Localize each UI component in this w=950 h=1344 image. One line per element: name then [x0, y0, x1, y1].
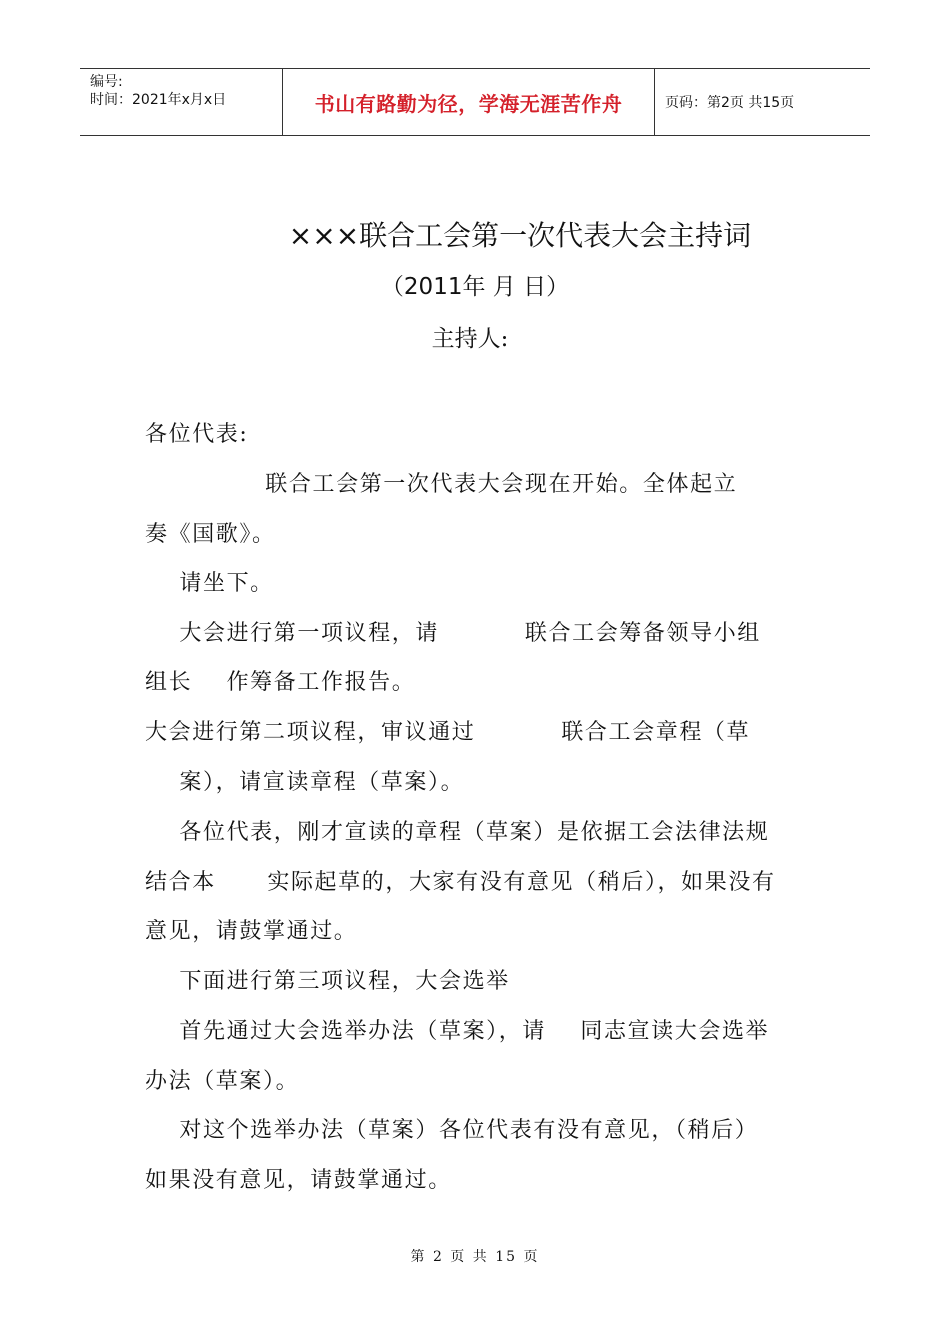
page-footer: 第 2 页 共 15 页: [410, 1249, 540, 1265]
paragraph-line: 对这个选举办法（草案）各位代表有没有意见，（稍后）: [145, 1118, 759, 1143]
document-date: （2011年 月 日）: [380, 274, 570, 300]
paragraph-line: 请坐下。: [145, 571, 274, 596]
paragraph-line: 如果没有意见，请鼓掌通过。: [145, 1168, 452, 1193]
number-label: 编号:: [90, 74, 123, 90]
paragraph-line: 各位代表:: [145, 422, 249, 447]
paragraph-line: 结合本 实际起草的，大家有没有意见（稍后），如果没有: [145, 870, 776, 895]
paragraph-line: 大会进行第一项议程，请 联合工会筹备领导小组: [145, 621, 761, 646]
paragraph-line: 奏《国歌》。: [145, 522, 276, 547]
paragraph-line: 首先通过大会选举办法（草案），请 同志宣读大会选举: [145, 1019, 770, 1044]
paragraph-line: 办法（草案）。: [145, 1069, 300, 1094]
document-title: ×××联合工会第一次代表大会主持词: [288, 219, 752, 252]
paragraph-line: 联合工会第一次代表大会现在开始。全体起立: [145, 472, 738, 497]
page-info: 页码：第2页 共15页: [665, 95, 795, 111]
host-label: 主持人:: [431, 326, 509, 352]
paragraph-line: 案），请宣读章程（草案）。: [145, 770, 465, 795]
time-label: 时间：2021年x月x日: [90, 92, 227, 108]
document-header: [80, 68, 870, 136]
paragraph-line: 下面进行第三项议程，大会选举: [145, 969, 510, 994]
paragraph-line: 组长 作筹备工作报告。: [145, 670, 416, 695]
motto: 书山有路勤为径，学海无涯苦作舟: [314, 91, 623, 116]
paragraph-line: 大会进行第二项议程，审议通过 联合工会章程（草: [145, 720, 751, 745]
paragraph-line: 各位代表，刚才宣读的章程（草案）是依据工会法律法规: [145, 820, 770, 845]
header-meta: [80, 69, 282, 135]
header-motto-cell: [282, 69, 655, 135]
header-page-info-cell: [655, 69, 870, 135]
paragraph-line: 意见，请鼓掌通过。: [145, 919, 358, 944]
